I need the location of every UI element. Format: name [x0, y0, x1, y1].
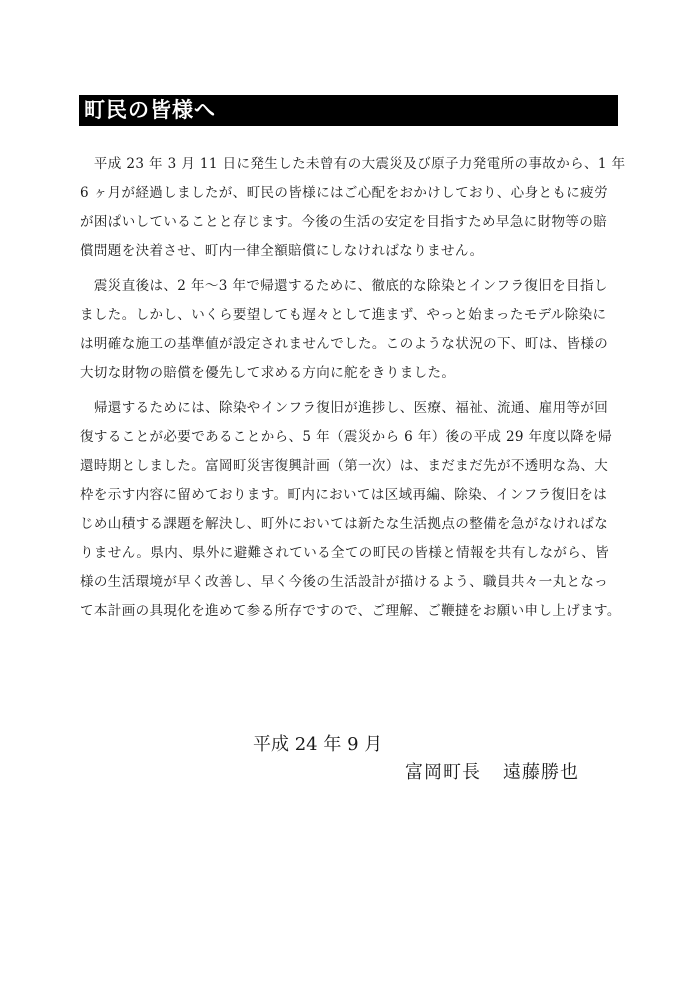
paragraph-1	[80, 150, 626, 266]
paragraph-line: りません。県内、県外に避難されている全ての町民の皆様と情報を共有しながら、皆	[80, 545, 610, 561]
paragraph-3	[80, 394, 620, 626]
paragraph-line: 帰還するためには、除染やインフラ復旧が進捗し、医療、福祉、流通、雇用等が回	[80, 400, 609, 416]
paragraph-line: 6 ヶ月が経過しましたが、町民の皆様にはご心配をおかけしており、心身ともに疲労	[80, 185, 608, 201]
paragraph-line: 枠を示す内容に留めております。町内においては区域再編、除染、インフラ復旧をは	[80, 487, 608, 503]
message-body	[80, 150, 626, 632]
paragraph-line: 償問題を決着させ、町内一律全額賠償にしなければなりません。	[80, 243, 484, 259]
paragraph-line: 大切な財物の賠償を優先して求める方向に舵をきりました。	[80, 365, 456, 381]
paragraph-line: て本計画の具現化を進めて参る所存ですので、ご理解、ご鞭撻をお願い申し上げます。	[80, 603, 621, 619]
paragraph-2	[80, 272, 620, 388]
issue-date: 平成 24 年 9 月	[253, 734, 383, 755]
signature-block	[405, 760, 579, 786]
paragraph-line: 震災直後は、2 年～3 年で帰還するために、徹底的な除染とインフラ復旧を目指し	[80, 278, 608, 294]
paragraph-line: 還時期としました。富岡町災害復興計画（第一次）は、まだまだ先が不透明な為、大	[80, 458, 609, 474]
signatory-title: 富岡町長	[405, 762, 481, 783]
paragraph-line: 復することが必要であることから、5 年（震災から 6 年）後の平成 29 年度以降を帰	[80, 429, 613, 445]
page-title: 町民の皆様へ	[84, 98, 216, 122]
signatory-name: 遠藤勝也	[503, 762, 579, 783]
heading-bar	[79, 95, 618, 126]
paragraph-line: じめ山積する課題を解決し、町外においては新たな生活拠点の整備を急がなければな	[80, 516, 609, 532]
paragraph-line: が困ぱいしていることと存じます。今後の生活の安定を目指すため早急に財物等の賠	[80, 214, 608, 230]
paragraph-line: 平成 23 年 3 月 11 日に発生した未曾有の大震災及び原子力発電所の事故から、1 年	[80, 156, 626, 172]
paragraph-line: ました。しかし、いくら要望しても遅々として進まず、やっと始まったモデル除染に	[80, 307, 607, 323]
paragraph-line: 様の生活環境が早く改善し、早く今後の生活設計が描けるよう、職員共々一丸となっ	[80, 574, 609, 590]
paragraph-line: は明確な施工の基準値が設定されませんでした。このような状況の下、町は、皆様の	[80, 336, 609, 352]
